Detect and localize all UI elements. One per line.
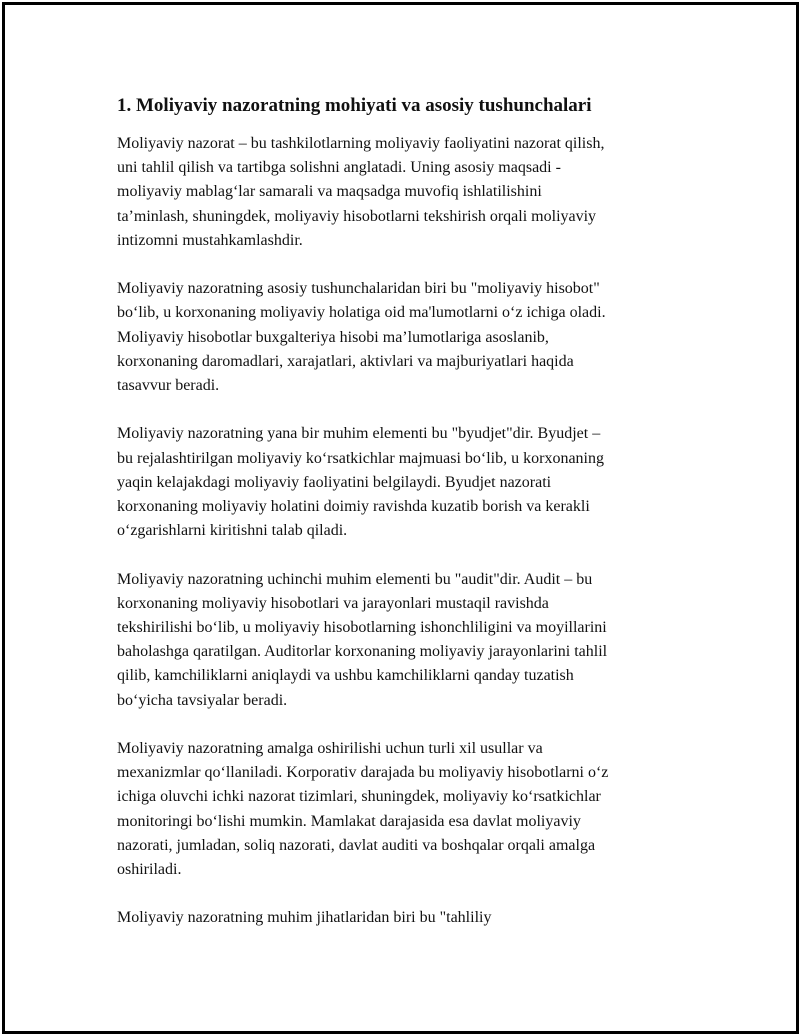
paragraph-line: Moliyaviy nazoratning asosiy tushunchalaridan biri bu "moliyaviy hisobot" [117, 280, 600, 298]
paragraph-line: Moliyaviy nazoratning yana bir muhim elementi bu "byudjet"dir. Byudjet – [117, 425, 601, 443]
paragraph-2 [117, 277, 687, 398]
paragraph-line: tekshirilishi bo‘lib, u moliyaviy hisobotlarning ishonchliligini va moyillarini [117, 619, 607, 637]
paragraph-line: bo‘lib, u korxonaning moliyaviy holatiga oid ma'lumotlarni o‘z ichiga oladi. [117, 304, 606, 322]
paragraph-line: Moliyaviy nazoratning amalga oshirilishi uchun turli xil usullar va [117, 740, 543, 758]
paragraph-line: baholashga qaratilgan. Auditorlar korxonaning moliyaviy jarayonlarini tahlil [117, 643, 608, 661]
paragraph-4 [117, 568, 687, 713]
paragraph-line: Moliyaviy nazoratning uchinchi muhim elementi bu "audit"dir. Audit – bu [117, 570, 593, 588]
section-heading: 1. Moliyaviy nazoratning mohiyati va asosiy tushunchalari [117, 95, 592, 116]
paragraph-line: qilib, kamchiliklarni aniqlaydi va ushbu kamchiliklarni qanday tuzatish [117, 667, 574, 685]
paragraph-line: o‘zgarishlarni kiritishni talab qiladi. [117, 522, 348, 540]
paragraph-5 [117, 737, 687, 882]
paragraph-line: ichiga oluvchi ichki nazorat tizimlari, shuningdek, moliyaviy ko‘rsatkichlar [117, 788, 601, 806]
paragraph-line: Moliyaviy nazorat – bu tashkilotlarning moliyaviy faoliyatini nazorat qilish, [117, 135, 605, 152]
paragraph-line: intizomni mustahkamlashdir. [117, 231, 303, 249]
paragraph-1 [117, 132, 687, 253]
paragraph-line: korxonaning daromadlari, xarajatlari, aktivlari va majburiyatlari haqida [117, 352, 574, 370]
paragraph-6 [117, 906, 687, 930]
paragraph-line: bu rejalashtirilgan moliyaviy ko‘rsatkichlar majmuasi bo‘lib, u korxonaning [117, 449, 604, 467]
paragraph-line: Moliyaviy nazoratning muhim jihatlaridan biri bu "tahliliy [117, 909, 492, 927]
paragraph-line: ta’minlash, shuningdek, moliyaviy hisobotlarni tekshirish orqali moliyaviy [117, 207, 597, 225]
paragraph-line: korxonaning moliyaviy holatini doimiy ravishda kuzatib borish va kerakli [117, 498, 590, 516]
document-body [117, 93, 687, 955]
paragraph-line: oshiriladi. [117, 861, 182, 879]
paragraph-line: tasavvur beradi. [117, 377, 220, 395]
paragraph-line: korxonaning moliyaviy hisobotlari va jarayonlari mustaqil ravishda [117, 594, 549, 612]
paragraph-line: Moliyaviy hisobotlar buxgalteriya hisobi ma’lumotlariga asoslanib, [117, 328, 549, 346]
paragraph-line: yaqin kelajakdagi moliyaviy faoliyatini belgilaydi. Byudjet nazorati [117, 473, 552, 491]
paragraph-line: uni tahlil qilish va tartibga solishni anglatadi. Uning asosiy maqsadi - [117, 159, 561, 177]
paragraph-line: moliyaviy mablag‘lar samarali va maqsadga muvofiq ishlatilishini [117, 183, 542, 201]
paragraph-line: bo‘yicha tavsiyalar beradi. [117, 691, 288, 709]
paragraph-line: nazorati, jumladan, soliq nazorati, davlat auditi va boshqalar orqali amalga [117, 836, 596, 854]
paragraph-line: mexanizmlar qo‘llaniladi. Korporativ darajada bu moliyaviy hisobotlarni o‘z [117, 764, 609, 782]
paragraph-3 [117, 422, 687, 543]
paragraph-line: monitoringi bo‘lishi mumkin. Mamlakat darajasida esa davlat moliyaviy [117, 812, 581, 830]
